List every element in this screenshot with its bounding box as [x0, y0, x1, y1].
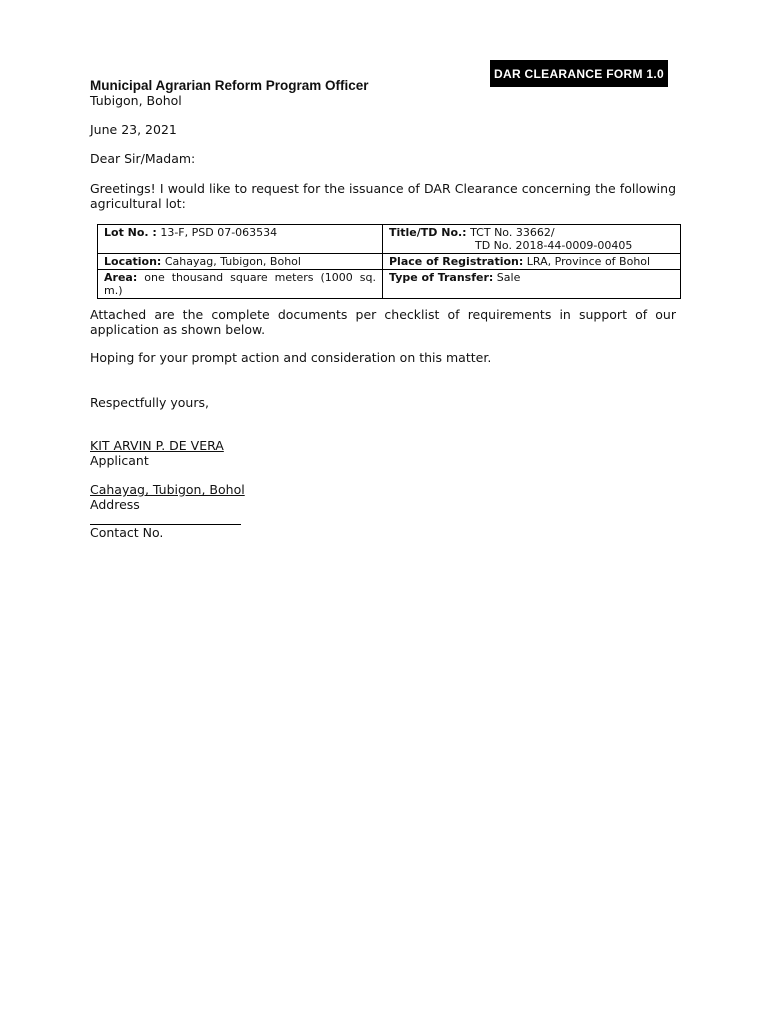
transfer-label: Type of Transfer: — [389, 271, 494, 284]
table-row — [98, 254, 681, 270]
title-value: TCT No. 33662/ — [470, 226, 555, 239]
transfer-cell — [383, 270, 681, 299]
letter-date: June 23, 2021 — [90, 122, 177, 137]
td-value: TD No. 2018-44-0009-00405 — [475, 239, 633, 252]
lot-no-label: Lot No. : — [104, 226, 157, 239]
area-value: one thousand square meters (1000 sq. m.) — [104, 271, 376, 297]
closing: Respectfully yours, — [90, 395, 209, 410]
registration-label: Place of Registration: — [389, 255, 524, 268]
contact-block — [90, 510, 676, 540]
applicant-caption: Applicant — [90, 453, 149, 468]
recipient-block — [90, 78, 676, 108]
lot-details-table — [97, 224, 681, 299]
address-caption: Address — [90, 497, 140, 512]
title-label: Title/TD No.: — [389, 226, 467, 239]
recipient-location: Tubigon, Bohol — [90, 93, 182, 108]
contact-caption: Contact No. — [90, 525, 164, 540]
contact-blank-line — [90, 510, 241, 525]
table-row — [98, 270, 681, 299]
registration-value: LRA, Province of Bohol — [526, 255, 651, 268]
area-label: Area: — [104, 271, 138, 284]
title-td-cell — [383, 225, 681, 254]
lot-no-value: 13-F, PSD 07-063534 — [160, 226, 278, 239]
recipient-title: Municipal Agrarian Reform Program Officer — [90, 78, 369, 93]
transfer-value: Sale — [496, 271, 521, 284]
intro-paragraph: Greetings! I would like to request for the issuance of DAR Clearance concerning the following agricultural lot: — [90, 181, 676, 211]
applicant-name: KIT ARVIN P. DE VERA — [90, 438, 224, 453]
lot-no-cell — [98, 225, 383, 254]
location-value: Cahayag, Tubigon, Bohol — [164, 255, 301, 268]
hoping-paragraph: Hoping for your prompt action and consideration on this matter. — [90, 350, 492, 365]
attached-paragraph: Attached are the complete documents per checklist of requirements in support of our application as shown below. — [90, 307, 676, 337]
area-cell — [98, 270, 383, 299]
registration-cell — [383, 254, 681, 270]
form-label-badge: DAR CLEARANCE FORM 1.0 — [490, 60, 668, 87]
location-cell — [98, 254, 383, 270]
applicant-block — [90, 438, 676, 468]
address-block — [90, 482, 676, 512]
salutation: Dear Sir/Madam: — [90, 151, 196, 166]
applicant-address: Cahayag, Tubigon, Bohol — [90, 482, 245, 497]
table-row — [98, 225, 681, 254]
location-label: Location: — [104, 255, 162, 268]
